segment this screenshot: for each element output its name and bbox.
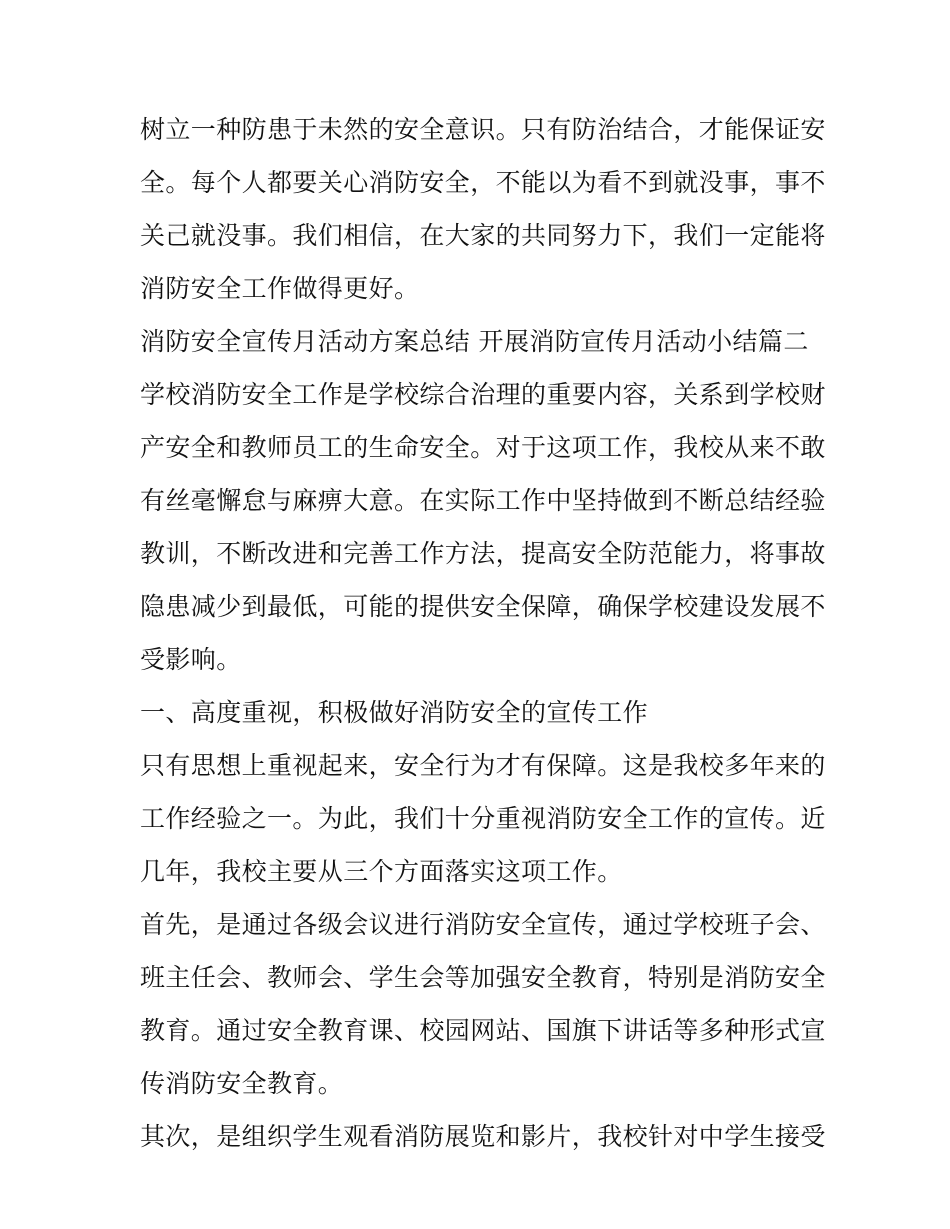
- text-line: 班主任会、教师会、学生会等加强安全教育，特别是消防安全: [140, 963, 826, 992]
- paragraph-second: [140, 1110, 826, 1163]
- text-line: 几年，我校主要从三个方面落实这项工作。: [140, 857, 623, 886]
- paragraph-intro: [140, 368, 826, 686]
- paragraph-importance: [140, 739, 826, 898]
- text-line: 树立一种防患于未然的安全意识。只有防治结合，才能保证安: [140, 115, 826, 144]
- text-line: 消防安全工作做得更好。: [140, 274, 420, 303]
- section-heading-title: [140, 315, 816, 368]
- text-line: 教训，不断改进和完善工作方法，提高安全防范能力，将事故: [140, 539, 826, 568]
- document-body: [140, 103, 826, 1163]
- text-line: 只有思想上重视起来，安全行为才有保障。这是我校多年来的: [140, 751, 826, 780]
- paragraph-first: [140, 898, 826, 1110]
- text-line: 全。每个人都要关心消防安全，不能以为看不到就没事，事不: [140, 168, 826, 197]
- text-line: 传消防安全教育。: [140, 1069, 344, 1098]
- section-heading-one: [140, 686, 816, 739]
- text-line: 消防安全宣传月活动方案总结 开展消防宣传月活动小结篇二: [140, 327, 809, 356]
- text-line: 受影响。: [140, 645, 242, 674]
- text-line: 学校消防安全工作是学校综合治理的重要内容，关系到学校财: [140, 380, 826, 409]
- text-line: 关己就没事。我们相信，在大家的共同努力下，我们一定能将: [140, 221, 826, 250]
- text-line: 产安全和教师员工的生命安全。对于这项工作，我校从来不敢: [140, 433, 826, 462]
- paragraph-1: [140, 103, 826, 315]
- text-line: 隐患减少到最低，可能的提供安全保障，确保学校建设发展不: [140, 592, 826, 621]
- text-line: 首先，是通过各级会议进行消防安全宣传，通过学校班子会、: [140, 910, 826, 939]
- text-line: 有丝毫懈怠与麻痹大意。在实际工作中坚持做到不断总结经验: [140, 486, 826, 515]
- text-line: 教育。通过安全教育课、校园网站、国旗下讲话等多种形式宣: [140, 1016, 826, 1045]
- text-line: 其次，是组织学生观看消防展览和影片，我校针对中学生接受: [140, 1122, 826, 1151]
- text-line: 一、高度重视，积极做好消防安全的宣传工作: [140, 698, 649, 727]
- text-line: 工作经验之一。为此，我们十分重视消防安全工作的宣传。近: [140, 804, 826, 833]
